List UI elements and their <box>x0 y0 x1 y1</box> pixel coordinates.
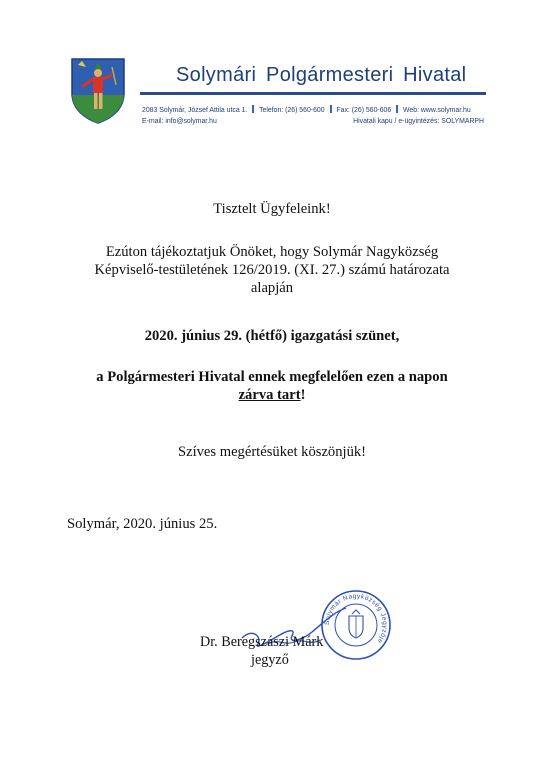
greeting: Tisztelt Ügyfeleink! <box>213 201 331 217</box>
phone: Telefon: (26) 560-600 <box>259 107 325 114</box>
closure-notice: 2020. június 29. (hétfő) igazgatási szünet, <box>144 328 400 344</box>
body-line: Képviselő-testületének 126/2019. (XI. 27.) számú határozata <box>94 262 450 278</box>
body-line: Ezúton tájékoztatjuk Önöket, hogy Solymár Nagyközség <box>105 244 439 260</box>
address: 2083 Solymár, József Attila utca 1. <box>142 107 248 114</box>
email: E-mail: info@solymar.hu <box>142 118 217 125</box>
body-paragraph <box>40 243 504 297</box>
closed-line-2 <box>40 386 504 404</box>
closed-notice <box>40 368 504 404</box>
official-stamp <box>319 588 393 662</box>
signatory-name: Dr. Beregszászi Márk <box>200 634 324 650</box>
separator <box>330 105 332 113</box>
thanks: Szíves megértésüket köszönjük! <box>177 444 367 460</box>
closed-line: a Polgármesteri Hivatal ennek megfelelően ezen a napon <box>96 369 448 385</box>
closed-end: ! <box>300 387 306 403</box>
body-line: alapján <box>250 280 294 296</box>
separator <box>396 105 398 113</box>
website: Web: www.solymar.hu <box>403 107 471 114</box>
separator <box>252 105 254 113</box>
fax: Fax: (26) 560-606 <box>336 107 392 114</box>
government-gate: Hivatali kapu / e-ügyintézés: SOLYMARPH <box>353 118 484 125</box>
office-title: Solymári Polgármesteri Hivatal <box>176 64 467 86</box>
contact-line <box>142 105 471 114</box>
closed-emphasis: zárva tart <box>238 387 301 403</box>
stamp-text: Solymár Nagyközség Jegyzője <box>323 592 389 645</box>
signatory-role: jegyző <box>251 652 289 668</box>
header-rule <box>140 92 486 95</box>
place-date: Solymár, 2020. június 25. <box>67 516 218 532</box>
coat-of-arms-icon <box>68 55 128 125</box>
